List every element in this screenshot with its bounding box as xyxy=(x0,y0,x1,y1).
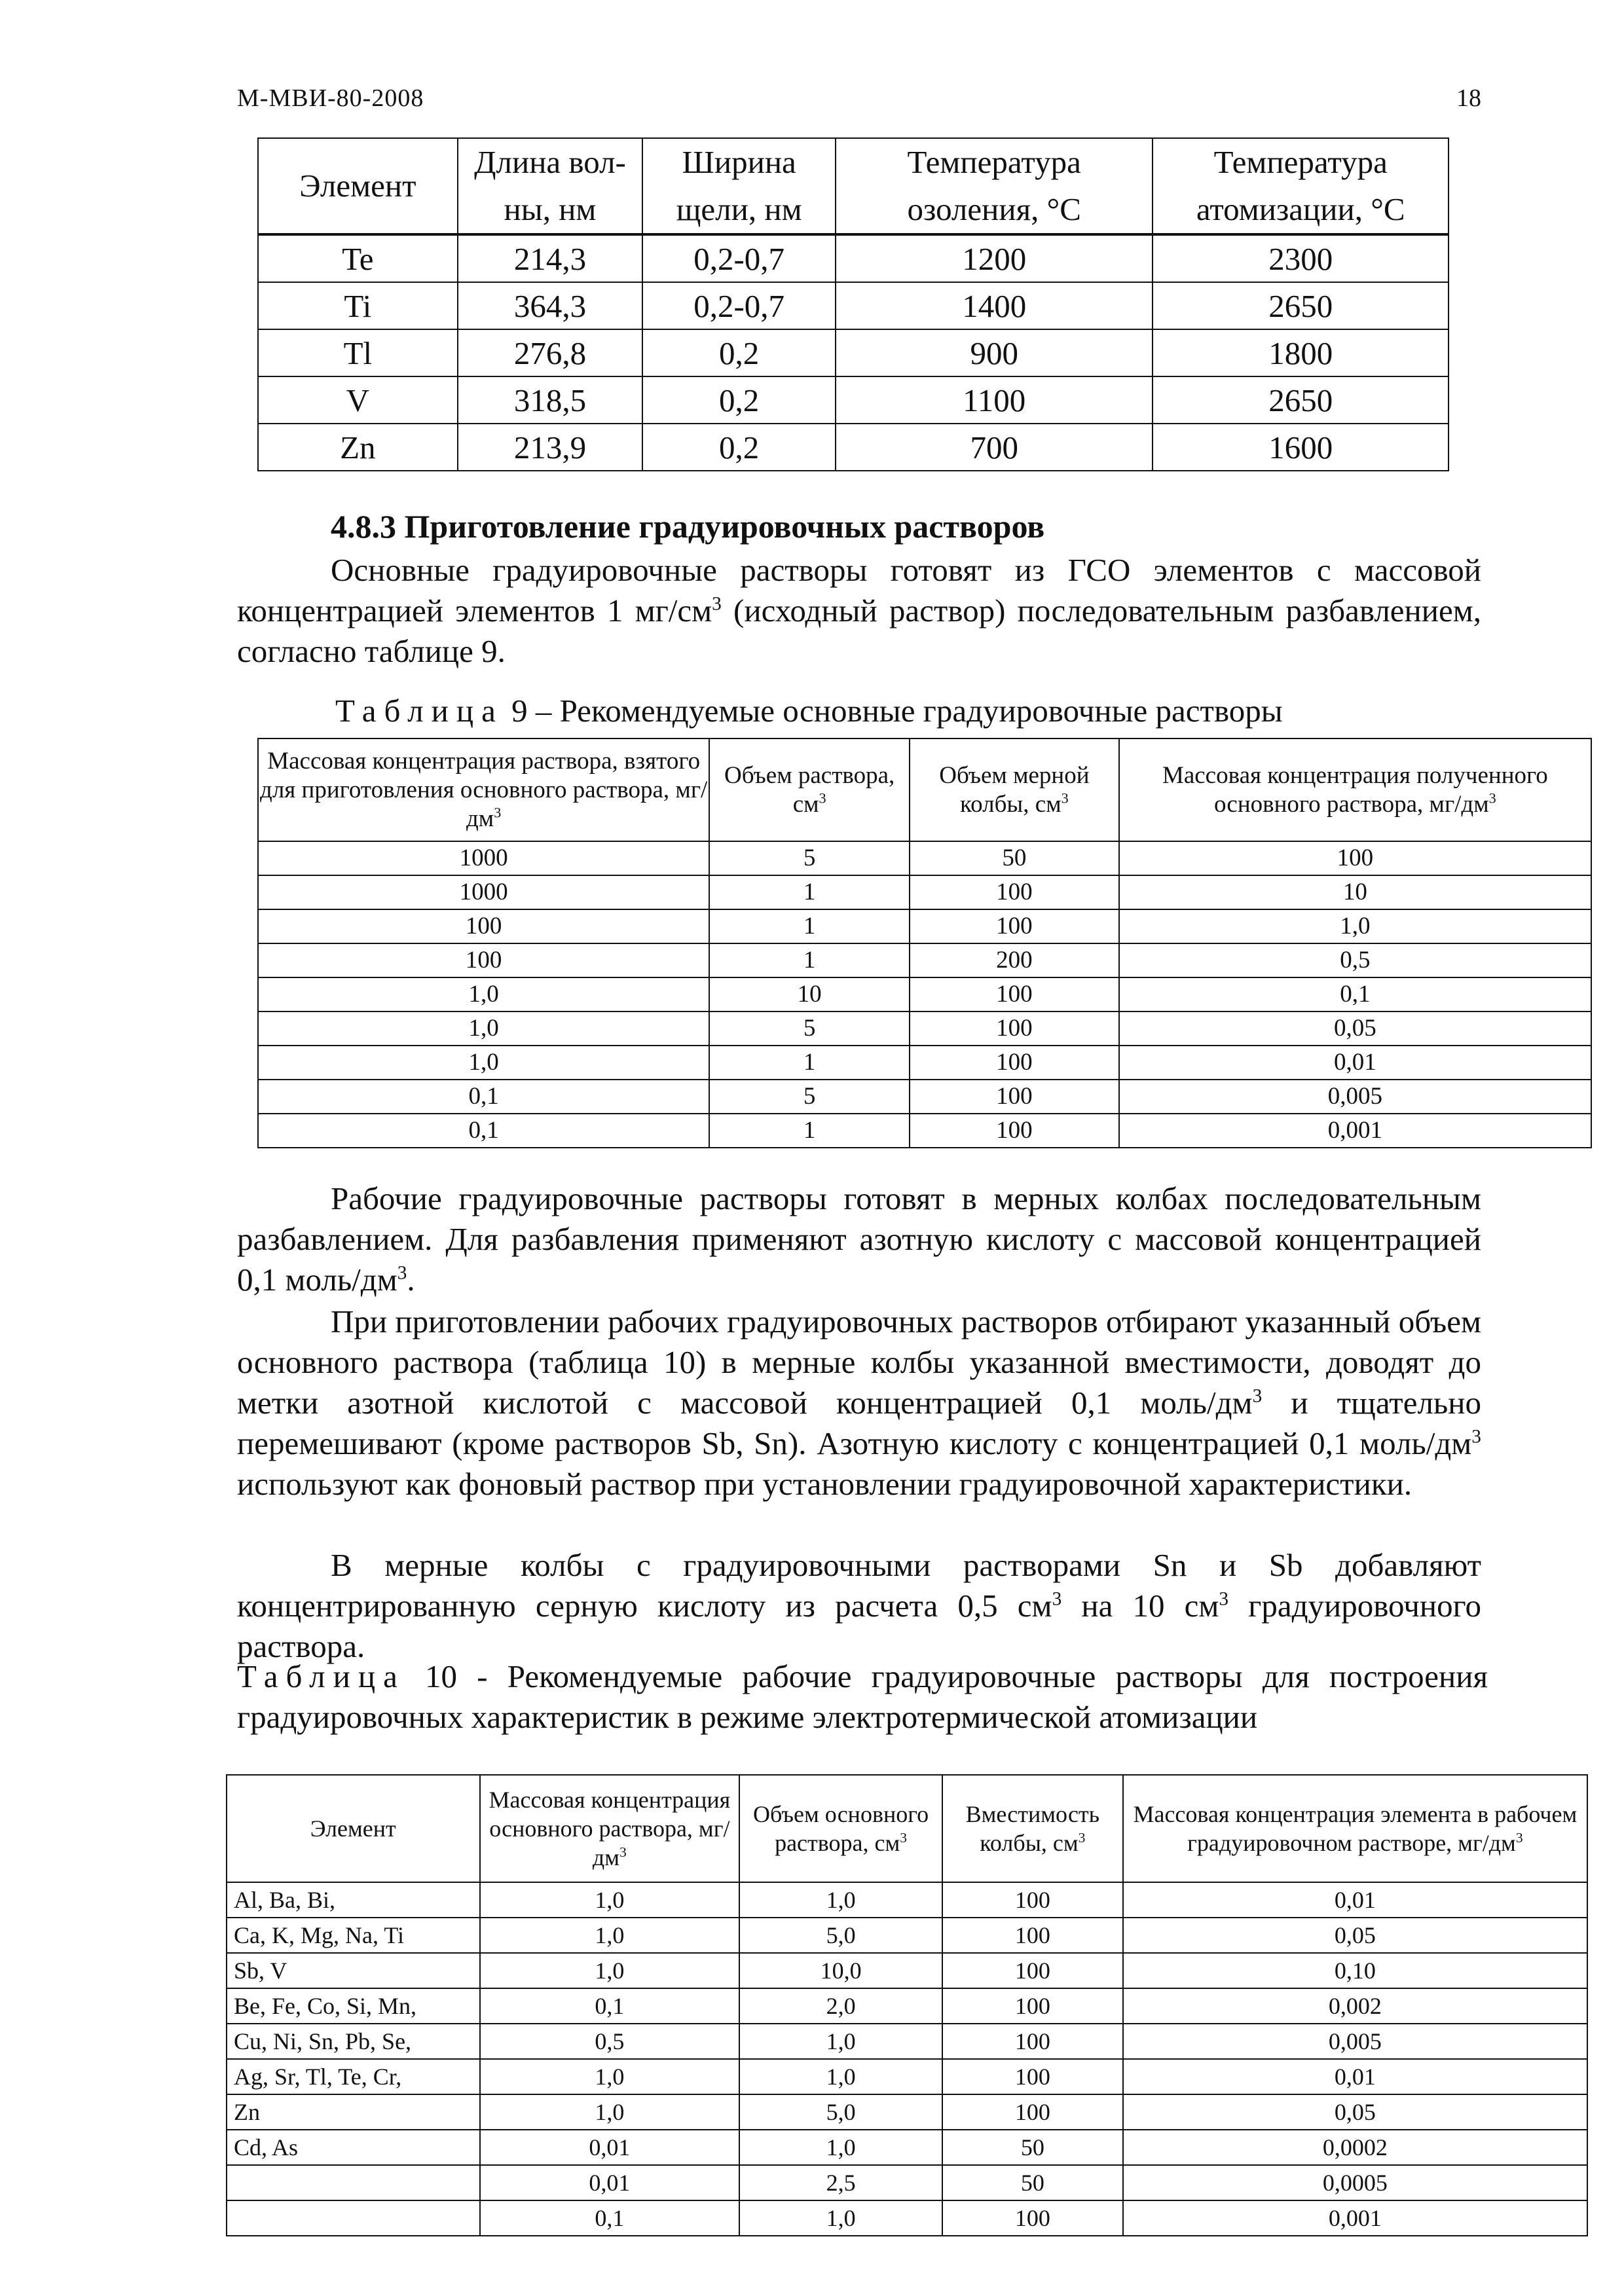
table-cell: 1200 xyxy=(836,234,1153,282)
table-cell: Zn xyxy=(258,424,458,471)
table-cell: 100 xyxy=(942,2024,1123,2059)
table-cell: 1,0 xyxy=(739,2200,942,2236)
table-row xyxy=(258,376,1449,424)
header-solution-volume: Объем раствора, $см^3$ xyxy=(709,738,910,841)
table-row xyxy=(227,2165,1587,2200)
table-cell: 200 xyxy=(910,943,1119,977)
table-cell: 100 xyxy=(910,1080,1119,1114)
table-row xyxy=(227,2024,1587,2059)
table-cell: 1,0 xyxy=(1119,909,1591,943)
table-cell: 100 xyxy=(942,2059,1123,2094)
table-cell: 2650 xyxy=(1153,282,1449,329)
paragraph-working-solutions: Рабочие градуировочные растворы готовят в мерных колбах последовательным разбавлением. Для разбавления применяют азотную кислоту с массовой концентрацией 0,1 моль/$дм^3$. xyxy=(237,1180,1481,1298)
table-row xyxy=(258,234,1449,282)
page-header xyxy=(237,84,1481,123)
table-cell: 100 xyxy=(942,1988,1123,2024)
table-cell: 5 xyxy=(709,1011,910,1046)
table-cell: 0,001 xyxy=(1119,1114,1591,1148)
table-cell xyxy=(227,2200,480,2236)
table-cell: 5,0 xyxy=(739,2094,942,2130)
table-cell: 0,05 xyxy=(1123,2094,1587,2130)
table-row xyxy=(258,909,1591,943)
table-cell: 0,01 xyxy=(1119,1046,1591,1080)
table-cell: 1,0 xyxy=(258,1046,709,1080)
document-code: М-МВИ-80-2008 xyxy=(237,84,424,112)
paragraph-sulfuric-acid: В мерные колбы с градуировочными растворами Sn и Sb добавляют концентрированную серную кислоту из расчета 0,5 $см^3$ на 10 $см^3$ градуировочного раствора. xyxy=(237,1547,1481,1664)
header-working-concentration: Массовая концентрация элемента в рабочем градуировочном растворе, $мг/дм^3$ xyxy=(1123,1775,1587,1882)
table-cell: 0,01 xyxy=(480,2165,740,2200)
header-result-concentration: Массовая концентрация полученного основного раствора, $мг/дм^3$ xyxy=(1119,738,1591,841)
table-cell: 1,0 xyxy=(739,2130,942,2165)
table-8-continuation xyxy=(257,137,1449,471)
table-cell: 1100 xyxy=(836,376,1153,424)
table-cell: 0,5 xyxy=(480,2024,740,2059)
header-stock-concentration: Массовая концентрация основного раствора, $мг/дм^3$ xyxy=(480,1775,740,1882)
header-flask-capacity: Вместимость колбы, $см^3$ xyxy=(942,1775,1123,1882)
table-cell: Zn xyxy=(227,2094,480,2130)
table-cell: 364,3 xyxy=(458,282,643,329)
table-cell: 100 xyxy=(942,1882,1123,1918)
table-row xyxy=(227,1953,1587,1988)
table-cell: Tl xyxy=(258,329,458,376)
table-cell: Cd, As xyxy=(227,2130,480,2165)
header-source-concentration: Массовая концентрация раствора, взятого для приготовления основного раствора, $мг/дм^3$ xyxy=(258,738,709,841)
table-row xyxy=(258,977,1591,1011)
table-cell: 0,0005 xyxy=(1123,2165,1587,2200)
table-cell: 0,001 xyxy=(1123,2200,1587,2236)
table-cell: 1,0 xyxy=(480,1918,740,1953)
table-cell: Al, Ba, Bi, xyxy=(227,1882,480,1918)
table-cell: V xyxy=(258,376,458,424)
paragraph-preparation: При приготовлении рабочих градуировочных растворов отбирают указанный объем основного раствора (таблица 10) в мерные колбы указанной вместимости, доводят до метки азотной кислотой с массовой концентрацией 0,1 моль/$дм^3$ и тщательно перемешивают (кроме растворов Sb, Sn). Азотную кислоту с концентрацией 0,1 моль/$дм^3$ используют как фоновый раствор при установлении градуировочной характеристики. xyxy=(237,1303,1481,1502)
table-cell: Ag, Sr, Tl, Te, Cr, xyxy=(227,2059,480,2094)
table-row xyxy=(227,2059,1587,2094)
table-cell: 5 xyxy=(709,1080,910,1114)
table-cell: 0,2-0,7 xyxy=(642,234,836,282)
table-cell: 1,0 xyxy=(739,2059,942,2094)
table-cell: 0,005 xyxy=(1123,2024,1587,2059)
table-row xyxy=(258,1114,1591,1148)
table-cell: 10,0 xyxy=(739,1953,942,1988)
table-cell: 213,9 xyxy=(458,424,643,471)
header-wavelength: Длина вол- ны, нм xyxy=(458,138,643,234)
table-cell: 2,0 xyxy=(739,1988,942,2024)
table-cell: 1,0 xyxy=(739,2024,942,2059)
table-cell: 5,0 xyxy=(739,1918,942,1953)
table-cell: 100 xyxy=(258,943,709,977)
table-row xyxy=(227,2130,1587,2165)
table-row xyxy=(227,2200,1587,2236)
table-cell: 1 xyxy=(709,943,910,977)
table-cell: 900 xyxy=(836,329,1153,376)
table-cell: 1400 xyxy=(836,282,1153,329)
table-cell: 100 xyxy=(910,909,1119,943)
table-cell: 1 xyxy=(709,875,910,909)
table-cell: 0,1 xyxy=(258,1080,709,1114)
table-cell: 0,005 xyxy=(1119,1080,1591,1114)
header-stock-volume: Объем основного раствора, $см^3$ xyxy=(739,1775,942,1882)
table-row xyxy=(258,329,1449,376)
table-cell: 1,0 xyxy=(480,1882,740,1918)
table-cell: 5 xyxy=(709,841,910,875)
table-row xyxy=(227,2094,1587,2130)
table-cell: 2,5 xyxy=(739,2165,942,2200)
table-cell: 100 xyxy=(942,1953,1123,1988)
table-cell: 100 xyxy=(910,1011,1119,1046)
table-cell: 0,0002 xyxy=(1123,2130,1587,2165)
table-10-body xyxy=(227,1882,1587,2236)
table-cell: 50 xyxy=(942,2165,1123,2200)
table-cell: 0,1 xyxy=(480,1988,740,2024)
table-cell: 318,5 xyxy=(458,376,643,424)
table-cell: 50 xyxy=(942,2130,1123,2165)
table-cell: 0,01 xyxy=(1123,2059,1587,2094)
table-cell: 50 xyxy=(910,841,1119,875)
table-cell: Ti xyxy=(258,282,458,329)
table-cell: 1,0 xyxy=(258,1011,709,1046)
table-cell: 2300 xyxy=(1153,234,1449,282)
table-cell: 10 xyxy=(709,977,910,1011)
table-cell: 0,2 xyxy=(642,376,836,424)
table-9-caption: Таблица 9 – Рекомендуемые основные градуировочные растворы xyxy=(335,693,1283,729)
table-cell: 1000 xyxy=(258,875,709,909)
table-cell: 0,01 xyxy=(1123,1882,1587,1918)
table-row xyxy=(258,424,1449,471)
table-cell: 0,01 xyxy=(480,2130,740,2165)
table-cell: 0,1 xyxy=(258,1114,709,1148)
header-atomization-temperature: Температура атомизации, °С xyxy=(1153,138,1449,234)
header-slit-width: Ширина щели, нм xyxy=(642,138,836,234)
table-row xyxy=(258,875,1591,909)
table-cell: 0,10 xyxy=(1123,1953,1587,1988)
table-cell: 1,0 xyxy=(480,1953,740,1988)
table-row xyxy=(258,1080,1591,1114)
table-cell: Sb, V xyxy=(227,1953,480,1988)
table-10-caption: Таблица 10 - Рекомендуемые рабочие градуировочные растворы для построения градуировочных характеристик в режиме электротермической атомизации xyxy=(237,1658,1488,1735)
header-ashing-temperature: Температура озоления, °С xyxy=(836,138,1153,234)
table-cell: 100 xyxy=(910,1114,1119,1148)
table-row xyxy=(258,841,1591,875)
table-cell: Cu, Ni, Sn, Pb, Se, xyxy=(227,2024,480,2059)
table-header-row xyxy=(258,138,1449,234)
table-row xyxy=(258,1011,1591,1046)
table-cell: 1000 xyxy=(258,841,709,875)
table-cell: 100 xyxy=(910,977,1119,1011)
table-cell: 100 xyxy=(942,2200,1123,2236)
table-cell: 0,05 xyxy=(1119,1011,1591,1046)
table-cell: 100 xyxy=(910,1046,1119,1080)
table-cell: 0,1 xyxy=(480,2200,740,2236)
table-cell: 1 xyxy=(709,1046,910,1080)
table-row xyxy=(227,1988,1587,2024)
table-cell xyxy=(227,2165,480,2200)
paragraph-intro: Основные градуировочные растворы готовят из ГСО элементов с массовой концентрацией элементов 1 $мг/см^3$ (исходный раствор) последовательным разбавлением, согласно таблице 9. xyxy=(237,552,1481,669)
table-cell: 0,5 xyxy=(1119,943,1591,977)
table-9 xyxy=(257,738,1592,1148)
header-element: Элемент xyxy=(258,138,458,234)
table-cell: 100 xyxy=(1119,841,1591,875)
table-8-body xyxy=(258,234,1449,471)
table-row xyxy=(227,1918,1587,1953)
table-cell: 1 xyxy=(709,1114,910,1148)
table-cell: 0,05 xyxy=(1123,1918,1587,1953)
table-9-body xyxy=(258,841,1591,1148)
table-cell: 1 xyxy=(709,909,910,943)
table-cell: 10 xyxy=(1119,875,1591,909)
table-cell: 1,0 xyxy=(480,2059,740,2094)
table-row xyxy=(258,1046,1591,1080)
table-cell: 0,2 xyxy=(642,424,836,471)
table-cell: 0,1 xyxy=(1119,977,1591,1011)
table-cell: 0,2-0,7 xyxy=(642,282,836,329)
table-cell: 2650 xyxy=(1153,376,1449,424)
header-element: Элемент xyxy=(227,1775,480,1882)
table-row xyxy=(227,1882,1587,1918)
table-cell: 100 xyxy=(258,909,709,943)
table-row xyxy=(258,282,1449,329)
page-number: 18 xyxy=(1456,84,1481,112)
table-10 xyxy=(226,1774,1588,2236)
section-heading: 4.8.3 Приготовление градуировочных растворов xyxy=(331,508,1045,545)
header-flask-volume: Объем мерной колбы, $см^3$ xyxy=(910,738,1119,841)
table-header-row xyxy=(258,738,1591,841)
table-cell: 1600 xyxy=(1153,424,1449,471)
table-cell: 700 xyxy=(836,424,1153,471)
table-cell: 1,0 xyxy=(739,1882,942,1918)
table-header-row xyxy=(227,1775,1587,1882)
table-cell: Te xyxy=(258,234,458,282)
table-cell: 276,8 xyxy=(458,329,643,376)
table-cell: 1800 xyxy=(1153,329,1449,376)
table-cell: 100 xyxy=(942,2094,1123,2130)
table-cell: 1,0 xyxy=(258,977,709,1011)
table-cell: 0,002 xyxy=(1123,1988,1587,2024)
table-row xyxy=(258,943,1591,977)
table-cell: Be, Fe, Co, Si, Mn, xyxy=(227,1988,480,2024)
table-cell: 0,2 xyxy=(642,329,836,376)
table-cell: Ca, K, Mg, Na, Ti xyxy=(227,1918,480,1953)
table-cell: 100 xyxy=(942,1918,1123,1953)
table-cell: 100 xyxy=(910,875,1119,909)
table-cell: 1,0 xyxy=(480,2094,740,2130)
table-cell: 214,3 xyxy=(458,234,643,282)
